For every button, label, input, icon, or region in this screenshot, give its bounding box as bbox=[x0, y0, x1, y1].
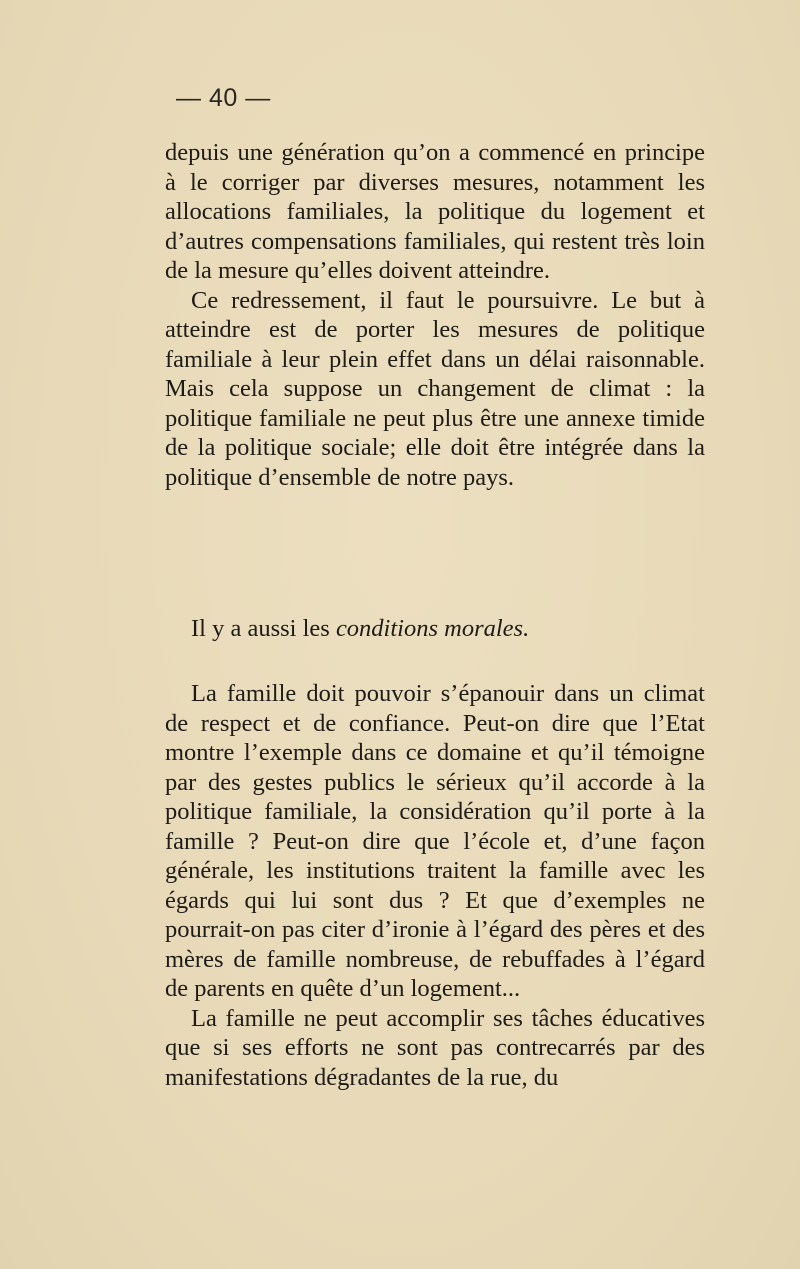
paragraph-2: Ce redressement, il faut le poursuivre. Le but à atteindre est de porter les mesures de politique familiale à leur plein effet dans un délai raisonnable. Mais cela suppose un changement de climat : la politique familiale ne peut plus être une annexe timide de la politique sociale; elle doit être intégrée dans la politique d’ensemble de notre pays. bbox=[165, 286, 705, 491]
body-text-lower bbox=[165, 679, 705, 1092]
paragraph-3-emphasis: conditions morales. bbox=[335, 615, 530, 642]
page-number: — 40 — bbox=[176, 84, 271, 112]
paragraph-3 bbox=[165, 614, 705, 644]
body-text-upper bbox=[165, 138, 705, 492]
body-text-heading bbox=[165, 614, 705, 644]
paragraph-4: La famille doit pouvoir s’épanouir dans un climat de respect et de confiance. Peut-on dire que l’Etat montre l’exemple dans ce domaine et qu’il témoigne par des gestes publics le sérieux qu’il accorde à la politique familiale, la considération qu’il porte à la famille ? Peut-on dire que l’école et, d’une façon générale, les institutions traitent la famille avec les égards qui lui sont dus ? Et que d’exemples ne pourrait-on pas citer d’ironie à l’égard des pères et des mères de famille nombreuse, de rebuffades à l’égard de parents en quête d’un logement... bbox=[165, 680, 705, 1002]
paragraph-1: depuis une génération qu’on a commencé en principe à le corriger par diverses mesures, notamment les allocations familiales, la politique du logement et d’autres compensations familiales, qui restent très loin de la mesure qu’elles doivent atteindre. bbox=[165, 139, 705, 284]
paragraph-3-prefix: Il y a aussi les bbox=[191, 615, 336, 642]
paragraph-5: La famille ne peut accomplir ses tâches éducatives que si ses efforts ne sont pas contrecarrés par des manifestations dégradantes de la rue, du bbox=[165, 1004, 705, 1091]
